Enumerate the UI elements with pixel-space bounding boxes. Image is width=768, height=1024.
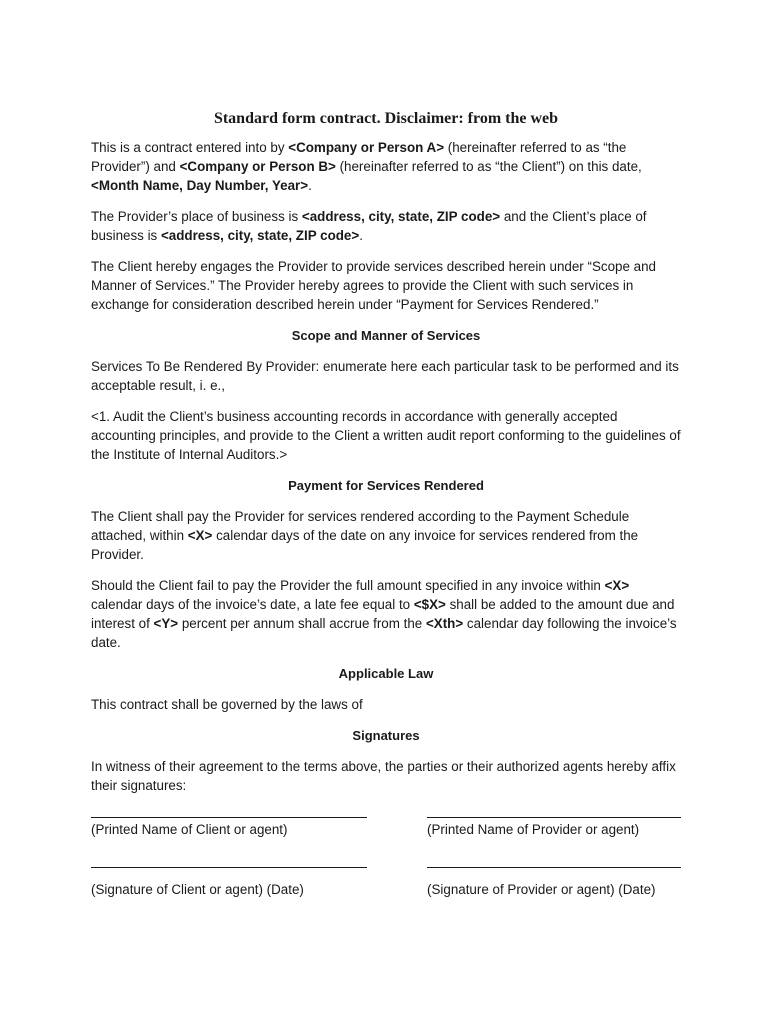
printed-name-row xyxy=(91,807,681,839)
days-placeholder: <X> xyxy=(187,528,213,543)
intro-paragraph: This is a contract entered into by <Company or Person A> (hereinafter referred to as “the Provider”) and <Company or Person B> (hereinafter referred to as “the Client”) on this date, <Month Name, Day Number, Year>. xyxy=(91,140,642,193)
provider-signature-label: (Signature of Provider or agent) (Date) xyxy=(427,882,656,897)
party-a-placeholder: <Company or Person A> xyxy=(288,140,445,155)
scope-paragraph: Services To Be Rendered By Provider: enumerate here each particular task to be performed and its acceptable result, i. e., xyxy=(91,359,679,393)
document-body xyxy=(91,108,681,899)
scope-example-paragraph: <1. Audit the Client’s business accounting records in accordance with generally accepted accounting principles, and provide to the Client a written audit report conforming to the guidelines of the Institute of Internal Auditors.> xyxy=(91,409,681,462)
scope-heading: Scope and Manner of Services xyxy=(291,328,481,343)
engagement-paragraph: The Client hereby engages the Provider to provide services described herein under “Scope and Manner of Services.” The Provider hereby agrees to provide the Client with such services in exchange for consideration described herein under “Payment for Services Rendered.” xyxy=(91,259,656,312)
document-title: Standard form contract. Disclaimer: from the web xyxy=(213,110,559,127)
law-paragraph: This contract shall be governed by the laws of xyxy=(91,697,363,712)
client-signature-label: (Signature of Client or agent) (Date) xyxy=(91,882,304,897)
provider-signature-line xyxy=(427,857,681,868)
provider-signature-block xyxy=(427,857,681,899)
signatures-paragraph: In witness of their agreement to the terms above, the parties or their authorized agents hereby affix their signatures: xyxy=(91,759,676,793)
client-address-placeholder: <address, city, state, ZIP code> xyxy=(160,228,360,243)
provider-name-line xyxy=(427,807,681,818)
law-heading: Applicable Law xyxy=(338,666,434,681)
client-signature-line xyxy=(91,857,367,868)
provider-name-label: (Printed Name of Provider or agent) xyxy=(427,822,640,837)
signatures-heading: Signatures xyxy=(352,728,420,743)
payment-paragraph-1: The Client shall pay the Provider for services rendered according to the Payment Schedule attached, within <X> calendar days of the date on any invoice for services rendered from the Provider. xyxy=(91,509,639,562)
party-b-placeholder: <Company or Person B> xyxy=(179,159,336,174)
payment-heading: Payment for Services Rendered xyxy=(288,478,484,493)
date-placeholder: <Month Name, Day Number, Year> xyxy=(91,178,309,193)
day-placeholder: <Xth> xyxy=(425,616,464,631)
payment-paragraph-2: Should the Client fail to pay the Provider the full amount specified in any invoice within <X> calendar days of the invoice’s date, a late fee equal to <$X> shall be added to the amount due and interest of <Y> percent per annum shall accrue from the <Xth> calendar day following the invoice’s date. xyxy=(91,578,677,650)
client-name-line xyxy=(91,807,367,818)
places-paragraph: The Provider’s place of business is <address, city, state, ZIP code> and the Client’s place of business is <address, city, state, ZIP code>. xyxy=(91,209,647,243)
signature-row xyxy=(91,857,681,899)
client-name-label: (Printed Name of Client or agent) xyxy=(91,822,288,837)
client-signature-block xyxy=(91,857,367,899)
late-days-placeholder: <X> xyxy=(604,578,630,593)
provider-name-block xyxy=(427,807,681,839)
provider-address-placeholder: <address, city, state, ZIP code> xyxy=(301,209,501,224)
interest-placeholder: <Y> xyxy=(153,616,179,631)
late-fee-placeholder: <$X> xyxy=(413,597,446,612)
client-name-block xyxy=(91,807,367,839)
